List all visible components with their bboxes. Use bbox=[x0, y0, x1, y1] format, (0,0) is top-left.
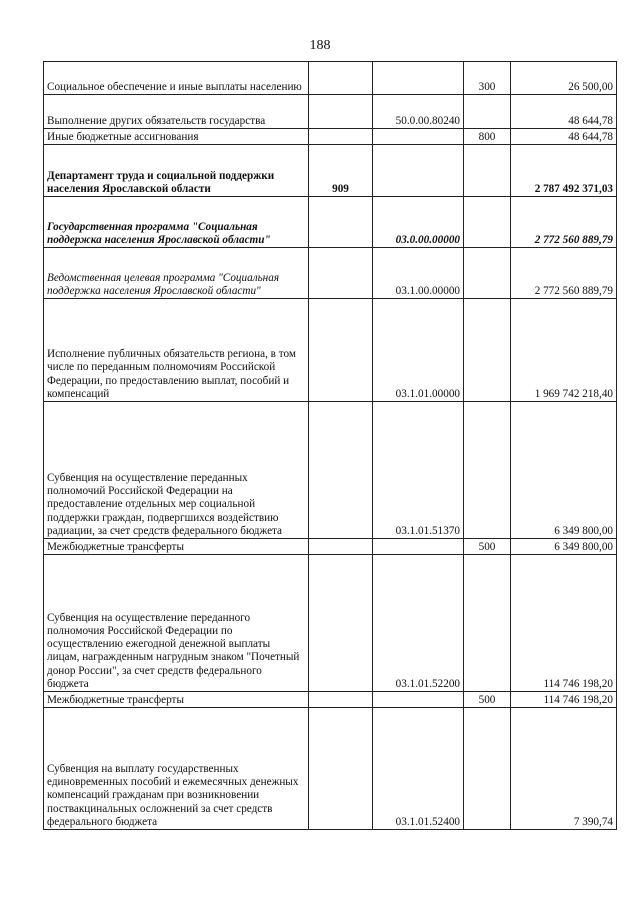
page-number: 188 bbox=[309, 38, 331, 53]
row-amount: 114 746 198,20 bbox=[511, 555, 617, 692]
row-amount: 48 644,78 bbox=[511, 129, 617, 145]
row-amount: 6 349 800,00 bbox=[511, 539, 617, 555]
row-dept-code bbox=[309, 129, 373, 145]
row-name: Субвенция на осуществление переданных полномочий Российской Федерации на предоставление отдельных мер социальной поддержки граждан, подвергшихся воздействию радиации, за счет средств федерального бюджета bbox=[44, 402, 309, 539]
row-amount: 48 644,78 bbox=[511, 95, 617, 129]
row-amount: 2 772 560 889,79 bbox=[511, 197, 617, 248]
row-amount: 26 500,00 bbox=[511, 62, 617, 95]
row-dept-code bbox=[309, 95, 373, 129]
row-expense-type bbox=[464, 402, 511, 539]
row-target-code: 03.0.00.00000 bbox=[373, 197, 464, 248]
row-name: Исполнение публичных обязательств региона, в том числе по переданным полномочиям Российской Федерации, по предоставлению выплат, пособий и компенсаций bbox=[44, 299, 309, 402]
row-expense-type bbox=[464, 145, 511, 197]
row-dept-code: 909 bbox=[309, 145, 373, 197]
row-dept-code bbox=[309, 197, 373, 248]
row-expense-type bbox=[464, 197, 511, 248]
row-amount: 7 390,74 bbox=[511, 708, 617, 830]
row-name: Социальное обеспечение и иные выплаты населению bbox=[44, 62, 309, 95]
row-amount: 2 772 560 889,79 bbox=[511, 248, 617, 299]
row-expense-type: 300 bbox=[464, 62, 511, 95]
budget-table bbox=[43, 61, 617, 830]
row-dept-code bbox=[309, 299, 373, 402]
table-row bbox=[44, 555, 617, 692]
row-expense-type: 500 bbox=[464, 539, 511, 555]
row-target-code: 03.1.01.51370 bbox=[373, 402, 464, 539]
row-dept-code bbox=[309, 708, 373, 830]
row-name: Межбюджетные трансферты bbox=[44, 692, 309, 708]
row-name: Департамент труда и социальной поддержки населения Ярославской области bbox=[44, 145, 309, 197]
row-target-code bbox=[373, 692, 464, 708]
row-dept-code bbox=[309, 692, 373, 708]
row-expense-type bbox=[464, 95, 511, 129]
row-name: Субвенция на осуществление переданного полномочия Российской Федерации по осуществлению ежегодной денежной выплаты лицам, награжденным нагрудным знаком "Почетный донор России", за счет средств федерального бюджета bbox=[44, 555, 309, 692]
row-amount: 2 787 492 371,03 bbox=[511, 145, 617, 197]
row-target-code: 03.1.00.00000 bbox=[373, 248, 464, 299]
row-target-code: 03.1.01.52200 bbox=[373, 555, 464, 692]
row-dept-code bbox=[309, 555, 373, 692]
row-target-code bbox=[373, 539, 464, 555]
row-amount: 114 746 198,20 bbox=[511, 692, 617, 708]
row-dept-code bbox=[309, 248, 373, 299]
row-expense-type bbox=[464, 708, 511, 830]
row-dept-code bbox=[309, 402, 373, 539]
row-expense-type bbox=[464, 248, 511, 299]
row-target-code bbox=[373, 62, 464, 95]
table-row bbox=[44, 539, 617, 555]
table-row bbox=[44, 299, 617, 402]
table-row bbox=[44, 402, 617, 539]
row-name: Субвенция на выплату государственных единовременных пособий и ежемесячных денежных компенсаций гражданам при возникновении поствакцинальных осложнений за счет средств федерального бюджета bbox=[44, 708, 309, 830]
row-name: Ведомственная целевая программа "Социальная поддержка населения Ярославской области" bbox=[44, 248, 309, 299]
table-row bbox=[44, 692, 617, 708]
row-name: Межбюджетные трансферты bbox=[44, 539, 309, 555]
row-target-code bbox=[373, 145, 464, 197]
row-expense-type: 500 bbox=[464, 692, 511, 708]
row-dept-code bbox=[309, 62, 373, 95]
table-row bbox=[44, 62, 617, 95]
row-name: Иные бюджетные ассигнования bbox=[44, 129, 309, 145]
row-expense-type bbox=[464, 555, 511, 692]
row-name: Государственная программа "Социальная поддержка населения Ярославской области" bbox=[44, 197, 309, 248]
row-target-code bbox=[373, 129, 464, 145]
row-name: Выполнение других обязательств государства bbox=[44, 95, 309, 129]
row-amount: 6 349 800,00 bbox=[511, 402, 617, 539]
table-row bbox=[44, 708, 617, 830]
table-row bbox=[44, 145, 617, 197]
table-row bbox=[44, 197, 617, 248]
row-amount: 1 969 742 218,40 bbox=[511, 299, 617, 402]
table-row bbox=[44, 95, 617, 129]
row-expense-type: 800 bbox=[464, 129, 511, 145]
row-target-code: 03.1.01.52400 bbox=[373, 708, 464, 830]
row-target-code: 03.1.01.00000 bbox=[373, 299, 464, 402]
row-expense-type bbox=[464, 299, 511, 402]
table-row bbox=[44, 248, 617, 299]
table-row bbox=[44, 129, 617, 145]
row-dept-code bbox=[309, 539, 373, 555]
row-target-code: 50.0.00.80240 bbox=[373, 95, 464, 129]
